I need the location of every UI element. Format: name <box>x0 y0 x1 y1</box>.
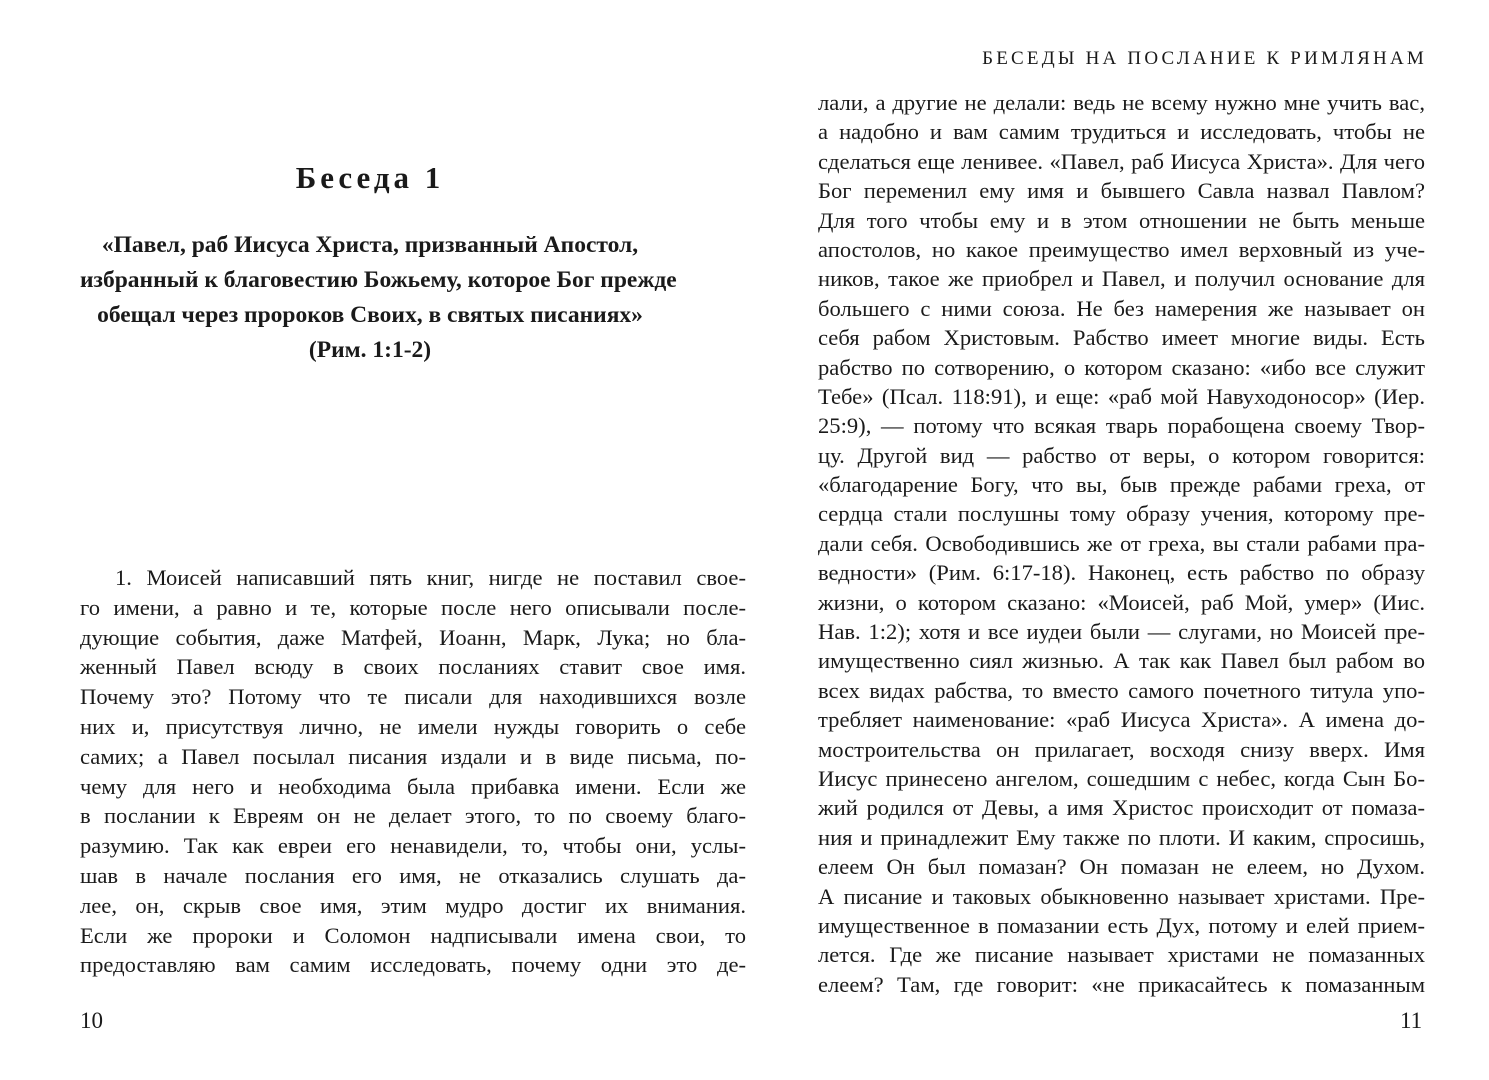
text-line: 25:9), — потому что всякая тварь порабощена своему Твор- <box>818 413 1425 439</box>
page-number: 10 <box>80 1008 103 1033</box>
epigraph-line: «Павел, раб Иисуса Христа, призванный Апостол, <box>101 232 639 258</box>
text-line: Нав. 1:2); хотя и все иудеи были — слугами, но Моисей пре- <box>818 619 1425 645</box>
text-line: женный Павел всюду в своих посланиях ставит свое имя. <box>80 654 746 680</box>
text-line: в послании к Евреям он не делает этого, то по своему благо- <box>80 803 746 829</box>
text-line: «благодарение Богу, что вы, быв прежде рабами греха, от <box>818 472 1425 498</box>
right-page <box>760 0 1489 1080</box>
text-line: имущественно сиял жизнью. А так как Павел был рабом во <box>818 648 1425 674</box>
text-line: а надобно и вам самим трудиться и исследовать, чтобы не <box>818 119 1425 145</box>
text-line: елеем? Там, где говорит: «не прикасайтесь к помазанным <box>818 971 1425 997</box>
text-line: рабство по сотворению, о котором сказано: «ибо все служит <box>818 354 1425 380</box>
text-line: А писание и таковых обыкновенно называет христами. Пре- <box>818 883 1425 909</box>
text-line: самих; а Павел посылал писания издали и в виде письма, по- <box>80 743 746 769</box>
text-line: них и, присутствуя лично, не имели нужды говорить о себе <box>80 713 746 739</box>
text-line: цу. Другой вид — рабство от веры, о котором говорится: <box>818 442 1425 468</box>
text-line: го имени, а равно и те, которые после него описывали после- <box>80 594 746 620</box>
text-line: себя рабом Христовым. Рабство имеет многие виды. Есть <box>818 325 1425 351</box>
text-line: апостолов, но какое преимущество имел верховный из уче- <box>818 236 1425 262</box>
epigraph <box>80 228 677 368</box>
text-line: 1. Моисей написавший пять книг, нигде не поставил свое- <box>115 565 746 590</box>
text-line: чему для него и необходима была прибавка имени. Если же <box>80 773 746 799</box>
text-line: разумию. Так как евреи его ненавидели, то, чтобы они, услы- <box>80 833 746 859</box>
body-text <box>80 563 746 980</box>
chapter-title: Беседа 1 <box>295 160 445 195</box>
epigraph-line: обещал через пророков Своих, в святых писаниях» <box>97 302 643 328</box>
text-line: Тебе» (Псал. 118:91), и еще: «раб мой Навуходоносор» (Иер. <box>818 383 1425 409</box>
text-line: ведности» (Рим. 6:17-18). Наконец, есть рабство по образу <box>818 560 1425 586</box>
text-line: ния и принадлежит Ему также по плоти. И каким, спросишь, <box>818 824 1425 850</box>
text-line: сердца стали послушны тому образу учения, которому пре- <box>818 501 1425 527</box>
text-line: Для того чтобы ему и в этом отношении не быть меньше <box>818 207 1425 233</box>
text-line: лется. Где же писание называет христами не помазанных <box>818 942 1425 968</box>
text-line: дующие события, даже Матфей, Иоанн, Марк, Лука; но бла- <box>80 624 746 650</box>
text-line: предоставляю вам самим исследовать, почему одни это де- <box>80 952 746 978</box>
text-line: имущественное в помазании есть Дух, потому и елей прием- <box>818 912 1425 938</box>
text-line: ников, такое же приобрел и Павел, и получил основание для <box>818 266 1425 292</box>
text-line: шав в начале послания его имя, не отказались слушать да- <box>80 862 746 888</box>
body-text <box>818 88 1425 999</box>
text-line: всех видах рабства, то вместо самого почетного титула упо- <box>818 677 1425 703</box>
text-line: требляет наименование: «раб Иисуса Христа». А имена до- <box>818 707 1425 733</box>
page-number: 11 <box>1400 1008 1423 1033</box>
text-line: Если же пророки и Соломон надписывали имена свои, то <box>80 922 746 948</box>
epigraph-line: избранный к благовестию Божьему, которое Бог прежде <box>80 267 677 293</box>
text-line: дали себя. Освободившись же от греха, вы стали рабами пра- <box>818 530 1425 556</box>
text-line: елеем Он был помазан? Он помазан не елеем, но Духом. <box>818 854 1425 880</box>
text-line: Бог переменил ему имя и бывшего Савла назвал Павлом? <box>818 178 1425 204</box>
text-line: лали, а другие не делали: ведь не всему нужно мне учить вас, <box>818 90 1425 115</box>
text-line: жий родился от Девы, а имя Христос происходит от помаза- <box>818 795 1425 821</box>
text-line: сделаться еще ленивее. «Павел, раб Иисуса Христа». Для чего <box>818 148 1425 174</box>
text-line: Почему это? Потому что те писали для находившихся возле <box>80 684 746 710</box>
text-line: лее, он, скрыв свое имя, этим мудро достиг их внимания. <box>80 892 746 918</box>
text-line: Иисус принесено ангелом, сошедшим с небес, когда Сын Бо- <box>818 765 1425 791</box>
epigraph-reference: (Рим. 1:1-2) <box>308 337 432 363</box>
text-line: мостроительства он прилагает, восходя снизу вверх. Имя <box>818 736 1425 762</box>
running-head: БЕСЕДЫ НА ПОСЛАНИЕ К РИМЛЯНАМ <box>982 48 1427 69</box>
text-line: большего с ними союза. Не без намерения же называет он <box>818 295 1425 321</box>
text-line: жизни, о котором сказано: «Моисей, раб Мой, умер» (Иис. <box>818 589 1425 615</box>
